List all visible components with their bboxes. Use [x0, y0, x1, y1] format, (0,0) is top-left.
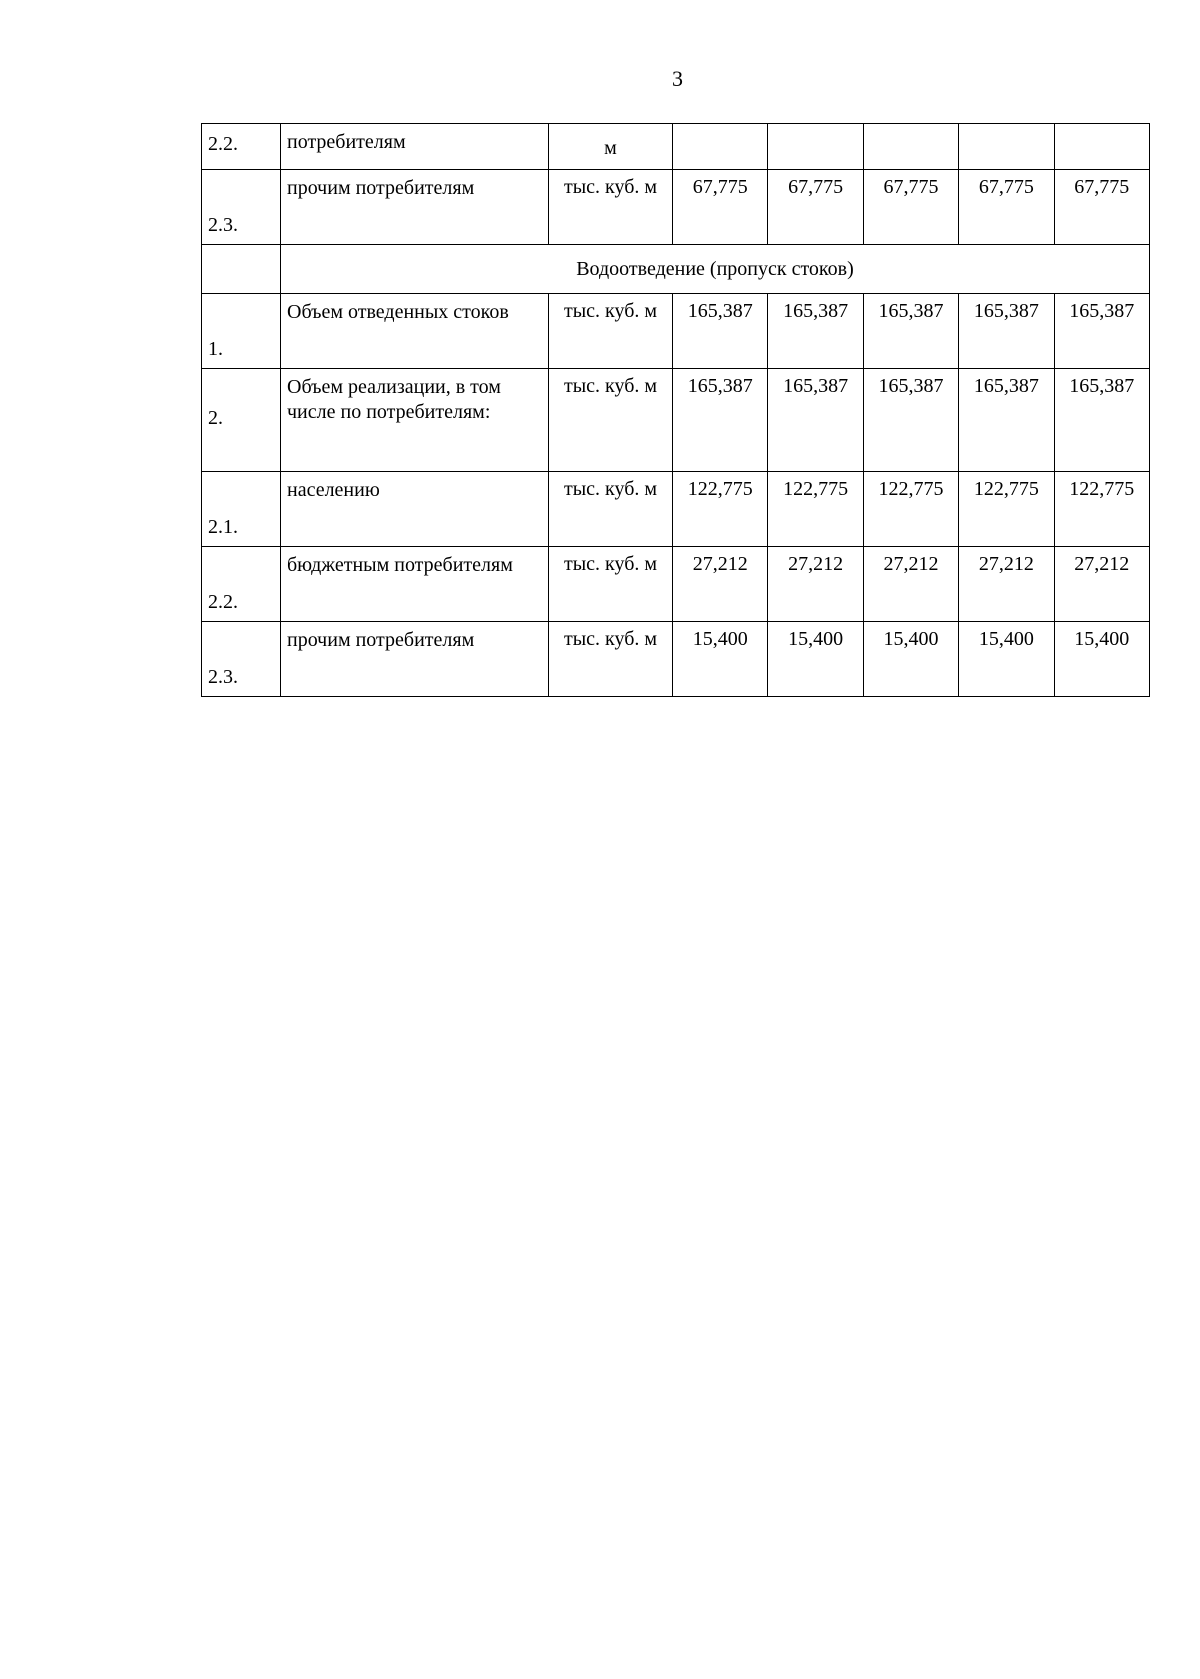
table-row — [202, 124, 1150, 170]
value-cell: 15,400 — [959, 622, 1054, 697]
row-number: 2.1. — [202, 472, 281, 547]
row-name: потребителям — [281, 124, 549, 170]
value-cell: 165,387 — [959, 369, 1054, 472]
table-row — [202, 170, 1150, 245]
value-cell: 15,400 — [673, 622, 768, 697]
value-cell: 27,212 — [768, 547, 863, 622]
section-header-row — [202, 245, 1150, 294]
value-cell: 67,775 — [768, 170, 863, 245]
value-cell — [863, 124, 958, 170]
value-cell: 67,775 — [673, 170, 768, 245]
row-unit: тыс. куб. м — [549, 547, 673, 622]
value-cell: 27,212 — [1054, 547, 1149, 622]
row-unit: тыс. куб. м — [549, 369, 673, 472]
value-cell: 122,775 — [673, 472, 768, 547]
value-cell: 122,775 — [959, 472, 1054, 547]
value-cell: 122,775 — [1054, 472, 1149, 547]
value-cell — [1054, 124, 1149, 170]
consumption-table — [201, 123, 1150, 697]
value-cell: 27,212 — [863, 547, 958, 622]
value-cell: 165,387 — [1054, 294, 1149, 369]
table-row — [202, 472, 1150, 547]
section-title: Водоотведение (пропуск стоков) — [281, 245, 1150, 294]
value-cell: 67,775 — [959, 170, 1054, 245]
value-cell — [768, 124, 863, 170]
value-cell — [959, 124, 1054, 170]
section-number-cell — [202, 245, 281, 294]
row-name: бюджетным потребителям — [281, 547, 549, 622]
row-name: Объем реализации, в том числе по потребителям: — [281, 369, 549, 472]
value-cell: 27,212 — [959, 547, 1054, 622]
value-cell: 27,212 — [673, 547, 768, 622]
value-cell: 165,387 — [673, 369, 768, 472]
value-cell: 15,400 — [768, 622, 863, 697]
value-cell: 165,387 — [959, 294, 1054, 369]
value-cell — [673, 124, 768, 170]
row-name: прочим потребителям — [281, 622, 549, 697]
value-cell: 165,387 — [1054, 369, 1149, 472]
value-cell: 122,775 — [863, 472, 958, 547]
value-cell: 15,400 — [863, 622, 958, 697]
row-number: 2.2. — [202, 547, 281, 622]
row-name: прочим потребителям — [281, 170, 549, 245]
value-cell: 67,775 — [863, 170, 958, 245]
row-number: 2.2. — [202, 124, 281, 170]
table-row — [202, 622, 1150, 697]
value-cell: 165,387 — [863, 369, 958, 472]
table-row — [202, 294, 1150, 369]
row-unit: тыс. куб. м — [549, 622, 673, 697]
table-row — [202, 369, 1150, 472]
value-cell: 165,387 — [768, 369, 863, 472]
row-number: 1. — [202, 294, 281, 369]
row-unit: тыс. куб. м — [549, 472, 673, 547]
table-row — [202, 547, 1150, 622]
row-unit: тыс. куб. м — [549, 170, 673, 245]
row-name: Объем отведенных стоков — [281, 294, 549, 369]
page-number: 3 — [672, 66, 683, 91]
value-cell: 122,775 — [768, 472, 863, 547]
value-cell: 165,387 — [863, 294, 958, 369]
row-name: населению — [281, 472, 549, 547]
row-number: 2.3. — [202, 622, 281, 697]
value-cell: 15,400 — [1054, 622, 1149, 697]
row-number: 2. — [202, 369, 281, 472]
value-cell: 165,387 — [768, 294, 863, 369]
row-number: 2.3. — [202, 170, 281, 245]
value-cell: 67,775 — [1054, 170, 1149, 245]
row-unit: тыс. куб. м — [549, 294, 673, 369]
row-unit: м — [549, 124, 673, 170]
value-cell: 165,387 — [673, 294, 768, 369]
